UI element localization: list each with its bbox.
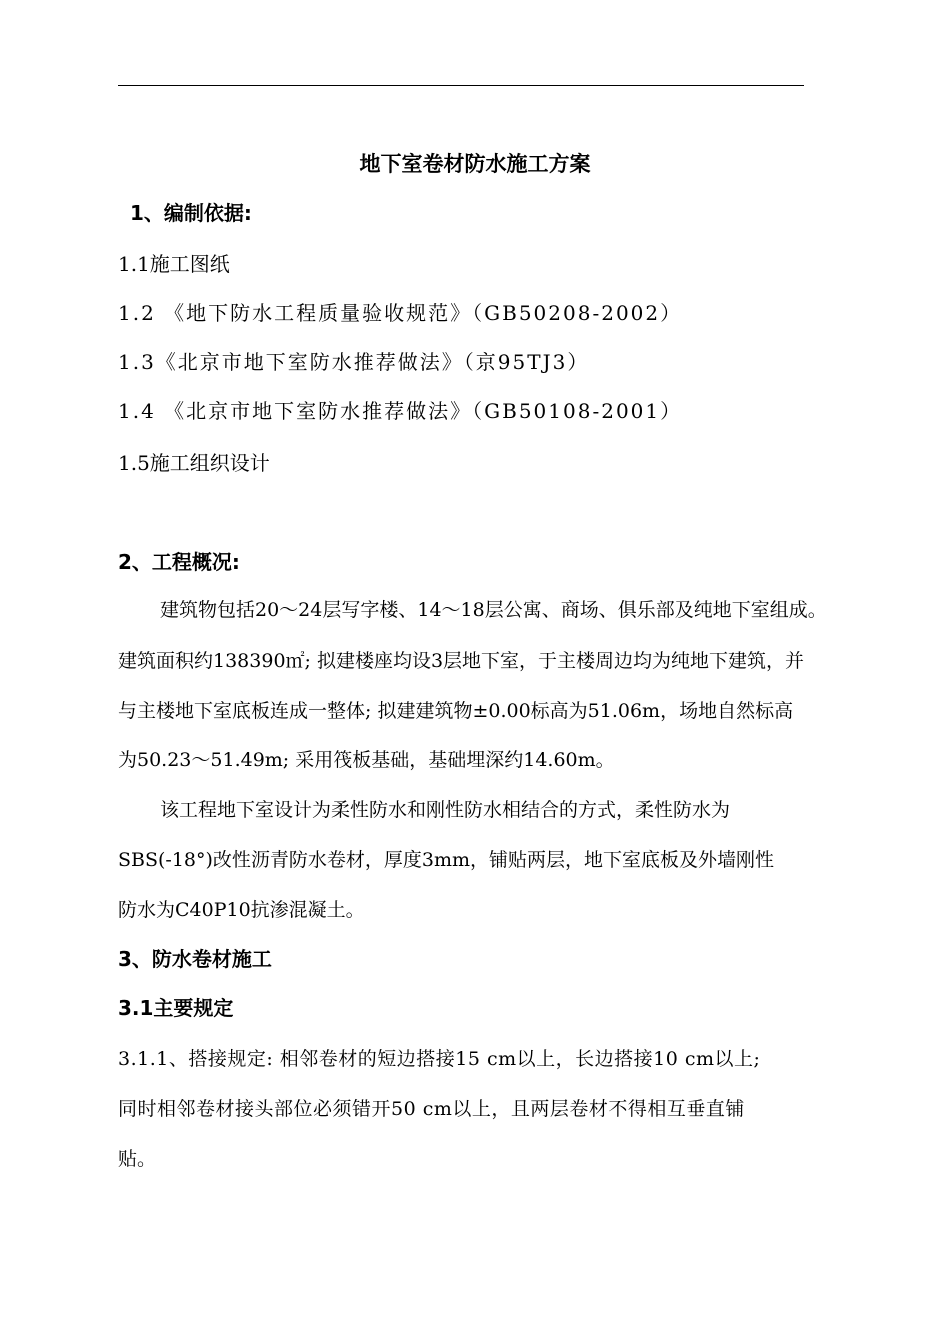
document-title: 地下室卷材防水施工方案 [359,152,591,176]
section-2-para1-line: 与主楼地下室底板连成一整体; 拟建建筑物±0.00标高为51.06m，场地自然标高 [118,700,794,722]
section-2-para1-line: 建筑物包括20～24层写字楼、14～18层公寓、商场、俱乐部及纯地下室组成。 [160,599,827,621]
section-2-para1-line: 建筑面积约138390㎡; 拟建楼座均设3层地下室，于主楼周边均为纯地下建筑，并 [118,650,805,672]
section-2-para1-line: 为50.23～51.49m; 采用筏板基础，基础埋深约14.60m。 [118,749,615,771]
section-2-para2-line: 防水为C40P10抗渗混凝土。 [118,899,365,921]
section-1-item: 1.1施工图纸 [118,252,230,276]
section-3-line: 3.1.1、搭接规定: 相邻卷材的短边搭接15 cm以上，长边搭接10 cm以上; [118,1048,761,1070]
section-1-heading: 1、编制依据: [130,201,252,225]
section-1-item: 1.4 《北京市地下室防水推荐做法》（GB50108-2001） [118,399,683,423]
section-3-line: 贴。 [118,1148,157,1170]
section-3-line: 同时相邻卷材接头部位必须错开50 cm以上，且两层卷材不得相互垂直铺 [118,1098,745,1120]
section-3-1-heading: 3.1主要规定 [118,996,234,1020]
section-3-heading: 3、防水卷材施工 [118,947,272,971]
section-1-item: 1.3《北京市地下室防水推荐做法》（京95TJ3） [118,350,590,374]
section-2-para2-line: SBS(-18°)改性沥青防水卷材，厚度3mm，铺贴两层，地下室底板及外墙刚性 [118,849,775,871]
section-1-item: 1.5施工组织设计 [118,451,270,475]
section-2-para2-line: 该工程地下室设计为柔性防水和刚性防水相结合的方式，柔性防水为 [160,799,731,821]
header-rule [118,85,804,86]
section-1-item: 1.2 《地下防水工程质量验收规范》（GB50208-2002） [118,301,683,325]
section-2-heading: 2、工程概况: [118,550,240,574]
